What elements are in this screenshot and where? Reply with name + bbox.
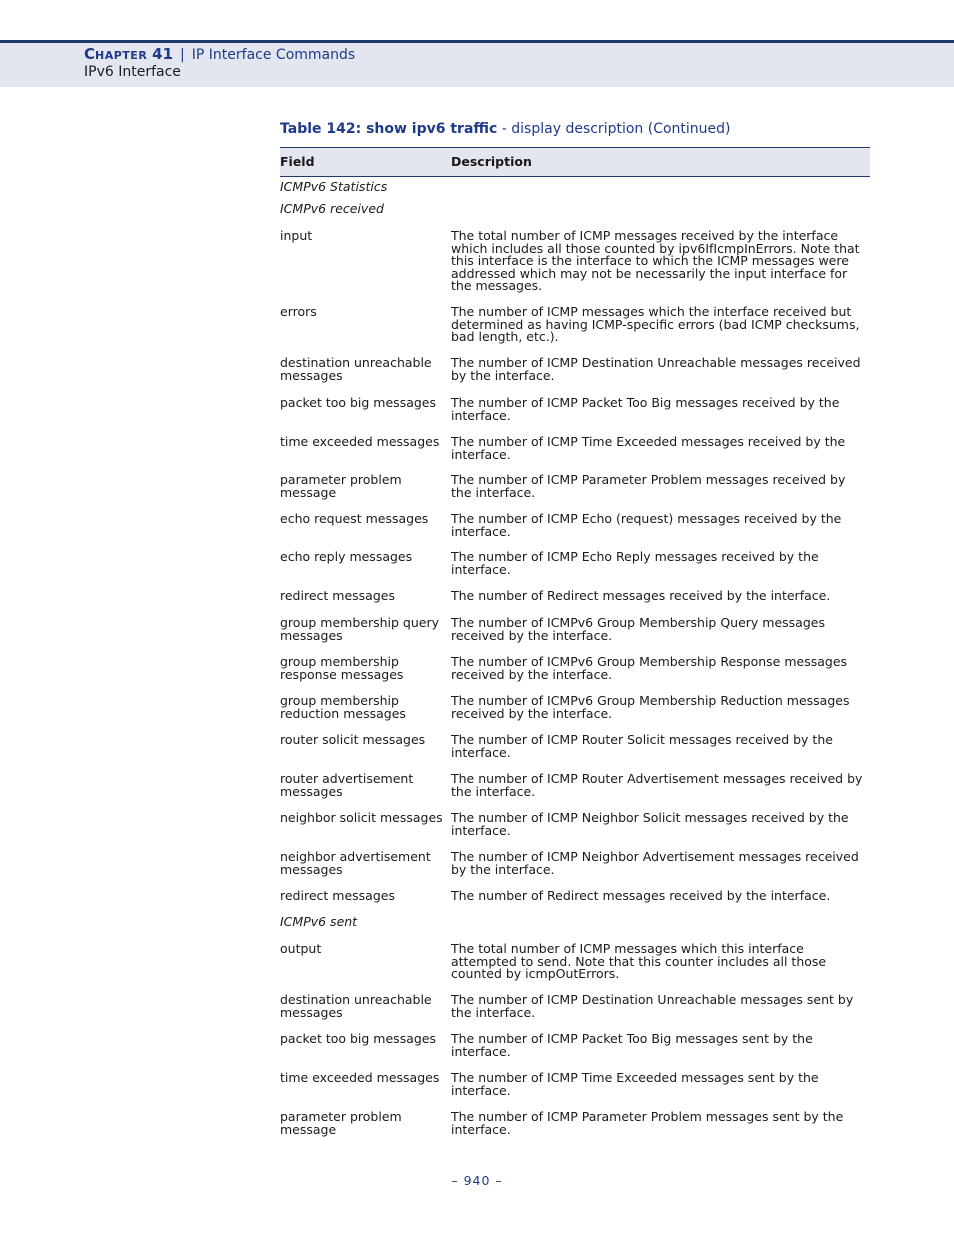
field-cell: echo request messages: [280, 511, 429, 526]
field-cell: redirect messages: [280, 588, 395, 603]
section-heading-cell: ICMPv6 sent: [280, 914, 358, 929]
table-caption-subtitle: - display description (Continued): [497, 121, 731, 137]
description-cell: The number of ICMP Router Solicit messages received by the interface.: [451, 732, 833, 760]
table-row: [280, 513, 870, 551]
field-cell: parameter problem message: [280, 472, 402, 500]
field-cell: router solicit messages: [280, 732, 426, 747]
table-row: [280, 436, 870, 474]
description-cell: The number of ICMP Destination Unreachable messages received by the interface.: [451, 355, 861, 383]
field-cell: neighbor advertisement messages: [280, 849, 431, 877]
table-row: [280, 551, 870, 590]
table-section-row: [280, 916, 870, 943]
table-row: [280, 943, 870, 994]
column-header-field: Field: [280, 148, 451, 177]
field-cell: echo reply messages: [280, 549, 413, 564]
description-cell: The number of ICMP Router Advertisement messages received by the interface.: [451, 771, 863, 799]
description-cell: The number of ICMP Packet Too Big messages sent by the interface.: [451, 1031, 813, 1059]
table-row: [280, 306, 870, 357]
description-cell: The number of ICMP Parameter Problem messages sent by the interface.: [451, 1109, 844, 1137]
table-row: [280, 812, 870, 851]
column-header-description: Description: [451, 148, 870, 177]
table-row: [280, 397, 870, 436]
table-row: [280, 1072, 870, 1111]
description-cell: The number of ICMPv6 Group Membership Reduction messages received by the interface.: [451, 693, 850, 721]
description-cell: The number of ICMP Neighbor Advertisement messages received by the interface.: [451, 849, 859, 877]
description-cell: The total number of ICMP messages received by the interface which includes all those counted by ipv6IfIcmpInErrors. Note that this interface is the interface to which the ICMP messages were addressed which may not be necessarily the input interface for the messages.: [451, 228, 860, 294]
field-cell: parameter problem message: [280, 1109, 402, 1137]
table-row: [280, 1033, 870, 1072]
description-cell: The number of ICMP Echo (request) messages received by the interface.: [451, 511, 842, 539]
description-cell: The number of ICMPv6 Group Membership Response messages received by the interface.: [451, 654, 848, 682]
chapter-heading: [84, 45, 355, 63]
field-cell: group membership reduction messages: [280, 693, 406, 721]
field-cell: packet too big messages: [280, 395, 436, 410]
section-heading-cell: ICMPv6 Statistics: [280, 179, 388, 194]
description-cell: The number of ICMP Neighbor Solicit messages received by the interface.: [451, 810, 849, 838]
table-caption: [280, 121, 731, 137]
section-title: IPv6 Interface: [84, 64, 181, 80]
table-caption-title: Table 142: show ipv6 traffic: [280, 121, 498, 137]
table-section-row: [280, 203, 870, 230]
field-cell: output: [280, 941, 322, 956]
field-cell: input: [280, 228, 313, 243]
table-row: [280, 890, 870, 916]
field-cell: router advertisement messages: [280, 771, 414, 799]
table-row: [280, 656, 870, 695]
description-cell: The number of Redirect messages received by the interface.: [451, 588, 831, 603]
description-cell: [451, 916, 870, 943]
description-cell: [451, 177, 870, 204]
description-cell: The number of ICMP Parameter Problem messages received by the interface.: [451, 472, 846, 500]
field-cell: destination unreachable messages: [280, 355, 432, 383]
description-cell: The number of ICMP Packet Too Big messages received by the interface.: [451, 395, 840, 423]
description-cell: The number of ICMP Destination Unreachable messages sent by the interface.: [451, 992, 854, 1020]
table-header-row: [280, 148, 870, 177]
table-row: [280, 617, 870, 656]
table-row: [280, 773, 870, 812]
description-table: [280, 147, 870, 1150]
table-row: [280, 851, 870, 890]
description-cell: The total number of ICMP messages which this interface attempted to send. Note that this counter includes all those counted by icmpOutErrors.: [451, 941, 827, 982]
page-number: – 940 –: [451, 1173, 503, 1188]
chapter-title: IP Interface Commands: [191, 47, 356, 63]
table-row: [280, 1111, 870, 1150]
field-cell: redirect messages: [280, 888, 395, 903]
field-cell: packet too big messages: [280, 1031, 436, 1046]
table-body: [280, 177, 870, 1151]
table-section-row: [280, 177, 870, 204]
table-row: [280, 357, 870, 397]
table-row: [280, 734, 870, 773]
description-cell: [451, 203, 870, 230]
field-cell: time exceeded messages: [280, 434, 440, 449]
table-row: [280, 474, 870, 513]
chapter-separator: |: [180, 47, 185, 63]
table-row: [280, 695, 870, 734]
field-cell: neighbor solicit messages: [280, 810, 443, 825]
description-table-wrapper: [280, 147, 870, 1150]
description-cell: The number of ICMP Time Exceeded messages sent by the interface.: [451, 1070, 819, 1098]
field-cell: errors: [280, 304, 317, 319]
chapter-label: CHAPTER 41: [84, 45, 174, 63]
description-cell: The number of ICMP Time Exceeded messages received by the interface.: [451, 434, 846, 462]
description-cell: The number of Redirect messages received by the interface.: [451, 888, 831, 903]
field-cell: group membership response messages: [280, 654, 404, 682]
section-heading-cell: ICMPv6 received: [280, 201, 384, 216]
field-cell: time exceeded messages: [280, 1070, 440, 1085]
field-cell: destination unreachable messages: [280, 992, 432, 1020]
description-cell: The number of ICMP messages which the interface received but determined as having ICMP-specific errors (bad ICMP checksums, bad length, etc.).: [451, 304, 860, 345]
table-row: [280, 230, 870, 306]
field-cell: group membership query messages: [280, 615, 439, 643]
table-row: [280, 994, 870, 1033]
description-cell: The number of ICMPv6 Group Membership Query messages received by the interface.: [451, 615, 825, 643]
description-cell: The number of ICMP Echo Reply messages received by the interface.: [451, 549, 819, 577]
table-row: [280, 590, 870, 617]
